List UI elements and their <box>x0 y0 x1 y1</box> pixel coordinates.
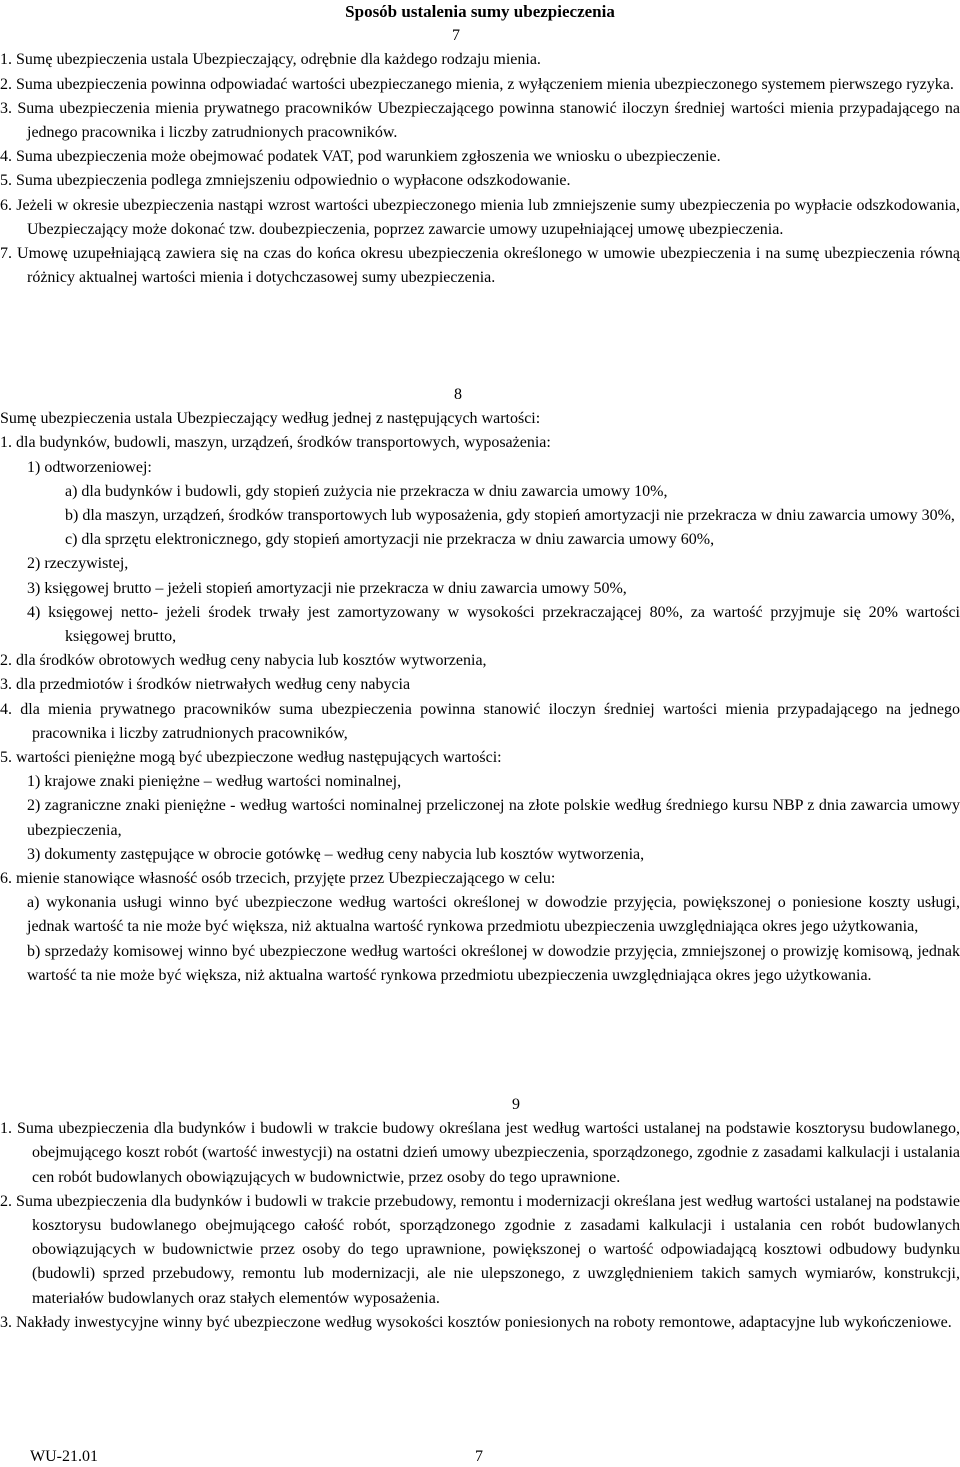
s8-p1-1c: c) dla sprzętu elektronicznego, gdy stopień amortyzacji nie przekracza w dniu zawarcia umowy 60%, <box>65 531 715 549</box>
s8-p1-1: 1) odtworzeniowej: <box>27 458 152 476</box>
s7-item-5: 5. Suma ubezpieczenia podlega zmniejszeniu odpowiednio o wypłacone odszkodowanie. <box>0 172 571 190</box>
s7-item-3: 3. Suma ubezpieczenia mienia prywatnego pracowników Ubezpieczającego powinna stanowić iloczyn średniej wartości mienia przypadającego na jednego pracownika i liczby zatrudnionych pracowników. <box>0 99 960 142</box>
page-number: 7 <box>475 1448 483 1465</box>
s8-p1: 1. dla budynków, budowli, maszyn, urządzeń, środków transportowych, wyposażenia: <box>0 434 551 452</box>
s8-intro: Sumę ubezpieczenia ustala Ubezpieczający według jednej z następujących wartości: <box>0 410 541 428</box>
s7-item-7: 7. Umowę uzupełniającą zawiera się na czas do końca okresu ubezpieczenia określonego w umowie ubezpieczenia i na sumę ubezpieczenia równą różnicy aktualnej wartości mienia i dotychczasowej sumy ubezpieczenia. <box>0 245 960 287</box>
s8-p1-4: 4) księgowej netto- jeżeli środek trwały jest zamortyzowany w wysokości przekraczającej 80%, za wartość przyjmuje się 20% wartości księgowej brutto, <box>27 603 960 646</box>
s7-item-6: 6. Jeżeli w okresie ubezpieczenia nastąpi wzrost wartości ubezpieczonego mienia lub zmniejszenie sumy ubezpieczenia po wypłacie odszkodowania, Ubezpieczający może dokonać tzw. doubezpieczenia, poprzez zawarcie umowy uzupełniającej umowę ubezpieczenia. <box>0 196 960 238</box>
s7-item-1: 1. Sumę ubezpieczenia ustala Ubezpieczający, odrębnie dla każdego rodzaju mienia. <box>0 51 541 69</box>
s8-p5: 5. wartości pieniężne mogą być ubezpieczone według następujących wartości: <box>0 749 502 767</box>
section-number-7: 7 <box>452 27 460 45</box>
s8-p1-1a: a) dla budynków i budowli, gdy stopień zużycia nie przekracza w dniu zawarcia umowy 10%, <box>65 482 668 500</box>
s8-p5-1: 1) krajowe znaki pieniężne – według wartości nominalnej, <box>27 773 402 791</box>
s7-item-2: 2. Suma ubezpieczenia powinna odpowiadać wartości ubezpieczanego mienia, z wyłączeniem mienia ubezpieczonego systemem pierwszego ryzyka. <box>0 75 954 93</box>
page-title: Sposób ustalenia sumy ubezpieczenia <box>345 2 615 21</box>
section-number-8: 8 <box>454 386 462 403</box>
s9-item-1: 1. Suma ubezpieczenia dla budynków i budowli w trakcie budowy określana jest według wartości ustalanej na podstawie kosztorysu budowlanego, obejmującego koszt robót (wartość inwestycji) na ostatni dzień umowy ubezpieczenia, sporządzonego, zgodnie z zasadami kalkulacji i ustalania cen robót budowlanych obowiązujących w budownictwie, przez osoby do tego uprawnione. <box>0 1120 960 1186</box>
s8-p1-3: 3) księgowej brutto – jeżeli stopień amortyzacji nie przekracza w dniu zawarcia umowy 50%, <box>27 579 627 597</box>
s8-p6a: a) wykonania usługi winno być ubezpieczone według wartości określonej w dowodzie przyjęcia, powiększonej o poniesione koszty usługi, jednak wartość ta nie może być większa, niż aktualna wartość rynkowa przedmiotu ubezpieczenia uwzględniająca okres jego użytkowania, <box>27 894 960 936</box>
s8-p4: 4. dla mienia prywatnego pracowników suma ubezpieczenia powinna stanowić iloczyn średniej wartości mienia przypadającego na jednego pracownika i liczby zatrudnionych pracowników, <box>0 700 960 742</box>
s9-item-3: 3. Nakłady inwestycyjne winny być ubezpieczone według wysokości kosztów poniesionych na roboty remontowe, adaptacyjne lub wykończeniowe. <box>0 1313 952 1331</box>
section-9 <box>0 1093 960 1335</box>
document-code: WU-21.01 <box>30 1448 98 1465</box>
s8-p1-2: 2) rzeczywistej, <box>27 555 129 573</box>
s8-p1-1b: b) dla maszyn, urządzeń, środków transportowych lub wyposażenia, gdy stopień amortyzacji nie przekracza w dniu zawarcia umowy 30%, <box>65 507 955 525</box>
s9-item-2: 2. Suma ubezpieczenia dla budynków i budowli w trakcie przebudowy, remontu i modernizacji określana jest według wartości ustalanej na podstawie kosztorysu budowlanego obejmującego całość robót, sporządzonego zgodnie z zasadami kalkulacji i ustalania cen robót budowlanych obowiązujących w budownictwie przez osoby do tego uprawnione, powiększonej o wartość odpowiadającą kosztowi odbudowy budynku (budowli) sprzed przebudowy, remontu lub modernizacji, ale nie ulepszonego, z uwzględnieniem takich samych wymiarów, konstrukcji, materiałów budowlanych oraz stałych elementów wyposażenia. <box>0 1192 960 1307</box>
page-footer <box>30 1447 930 1467</box>
s8-p5-3: 3) dokumenty zastępujące w obrocie gotówkę – według ceny nabycia lub kosztów wytworzenia, <box>27 845 645 863</box>
section-number-9: 9 <box>512 1096 520 1113</box>
s7-item-4: 4. Suma ubezpieczenia może obejmować podatek VAT, pod warunkiem zgłoszenia we wniosku o ubezpieczenie. <box>0 148 721 166</box>
section-8 <box>0 383 960 988</box>
s8-p3: 3. dla przedmiotów i środków nietrwałych według ceny nabycia <box>0 676 411 694</box>
section-7 <box>0 0 960 290</box>
s8-p6: 6. mienie stanowiące własność osób trzecich, przyjęte przez Ubezpieczającego w celu: <box>0 870 556 888</box>
s8-p6b: b) sprzedaży komisowej winno być ubezpieczone według wartości określonej w dowodzie przyjęcia, zmniejszonej o prowizję komisową, jednak wartość ta nie może być większa, niż aktualna wartość rynkowa przedmiotu ubezpieczenia uwzględniająca okres jego użytkowania. <box>27 942 960 984</box>
s8-p2: 2. dla środków obrotowych według ceny nabycia lub kosztów wytworzenia, <box>0 652 487 670</box>
s8-p5-2: 2) zagraniczne znaki pieniężne - według wartości nominalnej przeliczonej na złote polskie według średniego kursu NBP z dnia zawarcia umowy ubezpieczenia, <box>27 797 960 839</box>
